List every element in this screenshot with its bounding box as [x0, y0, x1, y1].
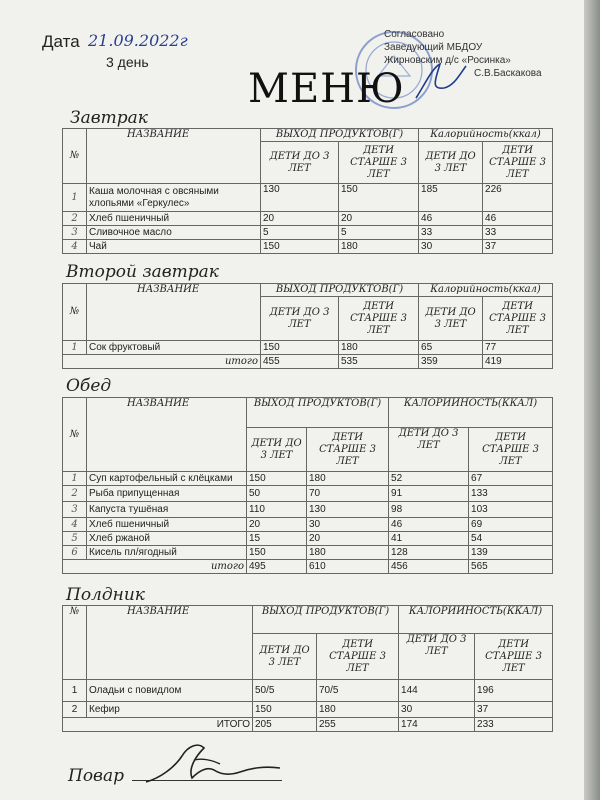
table-row	[63, 546, 553, 560]
col-cal-under3: ДЕТИ ДО 3 ЛЕТ	[389, 428, 469, 472]
row-num: 2	[63, 212, 87, 226]
total-cal-over3: 233	[475, 718, 553, 732]
col-num-header: №	[63, 398, 87, 472]
table-row	[63, 212, 553, 226]
row-cal-under3: 98	[389, 502, 469, 518]
row-cal-under3: 30	[419, 240, 483, 254]
row-name: Каша молочная с овсяными хлопьями «Геркулес»	[87, 184, 261, 212]
col-yield-over3: ДЕТИ СТАРШЕ 3 ЛЕТ	[307, 428, 389, 472]
total-yield-under3: 495	[247, 560, 307, 574]
row-cal-over3: 139	[469, 546, 553, 560]
total-yield-under3: 455	[261, 355, 339, 369]
row-yield-over3: 130	[307, 502, 389, 518]
col-yield-under3: ДЕТИ ДО 3 ЛЕТ	[261, 297, 339, 341]
section-title-breakfast: Завтрак	[70, 108, 148, 128]
row-cal-under3: 65	[419, 341, 483, 355]
col-cal-under3: ДЕТИ ДО 3 ЛЕТ	[399, 634, 475, 680]
row-cal-over3: 69	[469, 518, 553, 532]
col-name-header: НАЗВАНИЕ	[87, 284, 261, 341]
row-cal-over3: 67	[469, 472, 553, 486]
row-cal-under3: 46	[389, 518, 469, 532]
row-name: Кисель пл/ягодный	[87, 546, 247, 560]
total-cal-under3: 359	[419, 355, 483, 369]
date-value: 21.09.2022г	[88, 31, 188, 50]
col-yield-header: ВЫХОД ПРОДУКТОВ(Г)	[261, 129, 419, 142]
row-yield-over3: 20	[307, 532, 389, 546]
col-cal-header: Калорийность(ккал)	[419, 284, 553, 297]
row-yield-over3: 70	[307, 486, 389, 502]
row-yield-over3: 180	[339, 240, 419, 254]
row-yield-over3: 5	[339, 226, 419, 240]
row-name: Хлеб пшеничный	[87, 518, 247, 532]
row-name: Суп картофельный с клёцками	[87, 472, 247, 486]
row-cal-over3: 133	[469, 486, 553, 502]
col-cal-header: КАЛОРИЙНОСТЬ(ККАЛ)	[389, 398, 553, 428]
col-num-header: №	[63, 606, 87, 680]
date-label: Дата	[42, 32, 80, 51]
total-label: итого	[63, 560, 247, 574]
col-cal-under3: ДЕТИ ДО 3 ЛЕТ	[419, 142, 483, 184]
total-label: итого	[63, 355, 261, 369]
section-title-snack: Полдник	[66, 585, 145, 605]
day-label: 3 день	[106, 54, 149, 70]
row-num: 3	[63, 502, 87, 518]
total-row	[63, 560, 553, 574]
table-row	[63, 702, 553, 718]
row-yield-over3: 30	[307, 518, 389, 532]
lunch-table	[62, 397, 553, 574]
header-row	[63, 398, 553, 428]
table-row	[63, 502, 553, 518]
row-cal-under3: 185	[419, 184, 483, 212]
row-yield-under3: 150	[247, 472, 307, 486]
row-yield-under3: 50	[247, 486, 307, 502]
table-row	[63, 341, 553, 355]
approval-line-1: Согласовано	[384, 29, 445, 40]
row-name: Чай	[87, 240, 261, 254]
row-cal-over3: 226	[483, 184, 553, 212]
row-cal-under3: 30	[399, 702, 475, 718]
row-name: Хлеб ржаной	[87, 532, 247, 546]
section-title-lunch: Обед	[66, 376, 112, 396]
row-num: 1	[63, 184, 87, 212]
col-cal-over3: ДЕТИ СТАРШЕ 3 ЛЕТ	[475, 634, 553, 680]
row-cal-under3: 33	[419, 226, 483, 240]
col-yield-under3: ДЕТИ ДО 3 ЛЕТ	[247, 428, 307, 472]
row-yield-over3: 20	[339, 212, 419, 226]
total-yield-over3: 535	[339, 355, 419, 369]
row-name: Сок фруктовый	[87, 341, 261, 355]
row-num: 4	[63, 518, 87, 532]
total-yield-under3: 205	[253, 718, 317, 732]
row-yield-over3: 70/5	[317, 680, 399, 702]
row-cal-over3: 196	[475, 680, 553, 702]
col-yield-over3: ДЕТИ СТАРШЕ 3 ЛЕТ	[317, 634, 399, 680]
total-row	[63, 718, 553, 732]
row-yield-under3: 20	[261, 212, 339, 226]
row-yield-under3: 150	[261, 341, 339, 355]
approval-line-3: Жирновским д/с «Росинка»	[384, 55, 511, 66]
table-row	[63, 240, 553, 254]
row-cal-under3: 144	[399, 680, 475, 702]
row-yield-under3: 20	[247, 518, 307, 532]
table-row	[63, 472, 553, 486]
row-cal-under3: 91	[389, 486, 469, 502]
breakfast-table	[62, 128, 553, 254]
row-yield-over3: 150	[339, 184, 419, 212]
col-yield-under3: ДЕТИ ДО 3 ЛЕТ	[261, 142, 339, 184]
total-row	[63, 355, 553, 369]
row-name: Сливочное масло	[87, 226, 261, 240]
col-num-header: №	[63, 129, 87, 184]
row-cal-over3: 33	[483, 226, 553, 240]
total-cal-over3: 565	[469, 560, 553, 574]
paper-edge-shadow	[584, 0, 600, 800]
table-row	[63, 184, 553, 212]
col-yield-header: ВЫХОД ПРОДУКТОВ(Г)	[253, 606, 399, 634]
col-name-header: НАЗВАНИЕ	[87, 606, 253, 680]
col-cal-under3: ДЕТИ ДО 3 ЛЕТ	[419, 297, 483, 341]
col-cal-over3: ДЕТИ СТАРШЕ 3 ЛЕТ	[469, 428, 553, 472]
header-row	[63, 284, 553, 297]
row-name: Кефир	[87, 702, 253, 718]
col-name-header: НАЗВАНИЕ	[87, 398, 247, 472]
col-num-header: №	[63, 284, 87, 341]
approval-line-4: С.В.Баскакова	[474, 68, 542, 79]
col-cal-header: КАЛОРИЙНОСТЬ(ККАЛ)	[399, 606, 553, 634]
col-yield-under3: ДЕТИ ДО 3 ЛЕТ	[253, 634, 317, 680]
table-row	[63, 486, 553, 502]
col-yield-header: ВЫХОД ПРОДУКТОВ(Г)	[247, 398, 389, 428]
row-num: 5	[63, 532, 87, 546]
cook-label: Повар	[68, 766, 124, 786]
row-yield-over3: 180	[317, 702, 399, 718]
row-yield-under3: 130	[261, 184, 339, 212]
header-row	[63, 129, 553, 142]
row-num: 4	[63, 240, 87, 254]
row-cal-over3: 54	[469, 532, 553, 546]
row-cal-over3: 37	[475, 702, 553, 718]
page-title: МЕНЮ	[248, 66, 405, 112]
row-yield-over3: 180	[307, 472, 389, 486]
row-yield-under3: 50/5	[253, 680, 317, 702]
col-cal-header: Калорийность(ккал)	[419, 129, 553, 142]
row-name: Рыба припущенная	[87, 486, 247, 502]
row-yield-under3: 150	[247, 546, 307, 560]
signature-icon	[410, 58, 470, 104]
section-title-second-breakfast: Второй завтрак	[66, 262, 219, 282]
row-yield-under3: 150	[253, 702, 317, 718]
header-row	[63, 606, 553, 634]
row-yield-under3: 15	[247, 532, 307, 546]
row-cal-under3: 41	[389, 532, 469, 546]
total-cal-under3: 456	[389, 560, 469, 574]
row-name: Оладьи с повидлом	[87, 680, 253, 702]
total-cal-under3: 174	[399, 718, 475, 732]
col-name-header: НАЗВАНИЕ	[87, 129, 261, 184]
total-cal-over3: 419	[483, 355, 553, 369]
row-cal-under3: 52	[389, 472, 469, 486]
row-num: 6	[63, 546, 87, 560]
row-cal-over3: 77	[483, 341, 553, 355]
row-cal-under3: 128	[389, 546, 469, 560]
table-row	[63, 518, 553, 532]
total-label: ИТОГО	[63, 718, 253, 732]
col-cal-over3: ДЕТИ СТАРШЕ 3 ЛЕТ	[483, 142, 553, 184]
approval-line-2: Заведующий МБДОУ	[384, 42, 483, 53]
total-yield-over3: 255	[317, 718, 399, 732]
cook-signature-icon	[140, 738, 290, 788]
col-yield-header: ВЫХОД ПРОДУКТОВ(Г)	[261, 284, 419, 297]
col-cal-over3: ДЕТИ СТАРШЕ 3 ЛЕТ	[483, 297, 553, 341]
second-breakfast-table	[62, 283, 553, 369]
table-row	[63, 226, 553, 240]
row-num: 1	[63, 680, 87, 702]
col-yield-over3: ДЕТИ СТАРШЕ 3 ЛЕТ	[339, 142, 419, 184]
row-yield-over3: 180	[307, 546, 389, 560]
snack-table	[62, 605, 553, 732]
total-yield-over3: 610	[307, 560, 389, 574]
row-num: 1	[63, 472, 87, 486]
row-num: 2	[63, 702, 87, 718]
row-cal-over3: 37	[483, 240, 553, 254]
table-row	[63, 532, 553, 546]
row-cal-over3: 46	[483, 212, 553, 226]
row-num: 3	[63, 226, 87, 240]
row-yield-over3: 180	[339, 341, 419, 355]
table-row	[63, 680, 553, 702]
row-num: 1	[63, 341, 87, 355]
row-name: Хлеб пшеничный	[87, 212, 261, 226]
row-yield-under3: 110	[247, 502, 307, 518]
row-num: 2	[63, 486, 87, 502]
col-yield-over3: ДЕТИ СТАРШЕ 3 ЛЕТ	[339, 297, 419, 341]
row-cal-over3: 103	[469, 502, 553, 518]
row-yield-under3: 150	[261, 240, 339, 254]
row-cal-under3: 46	[419, 212, 483, 226]
row-name: Капуста тушёная	[87, 502, 247, 518]
row-yield-under3: 5	[261, 226, 339, 240]
